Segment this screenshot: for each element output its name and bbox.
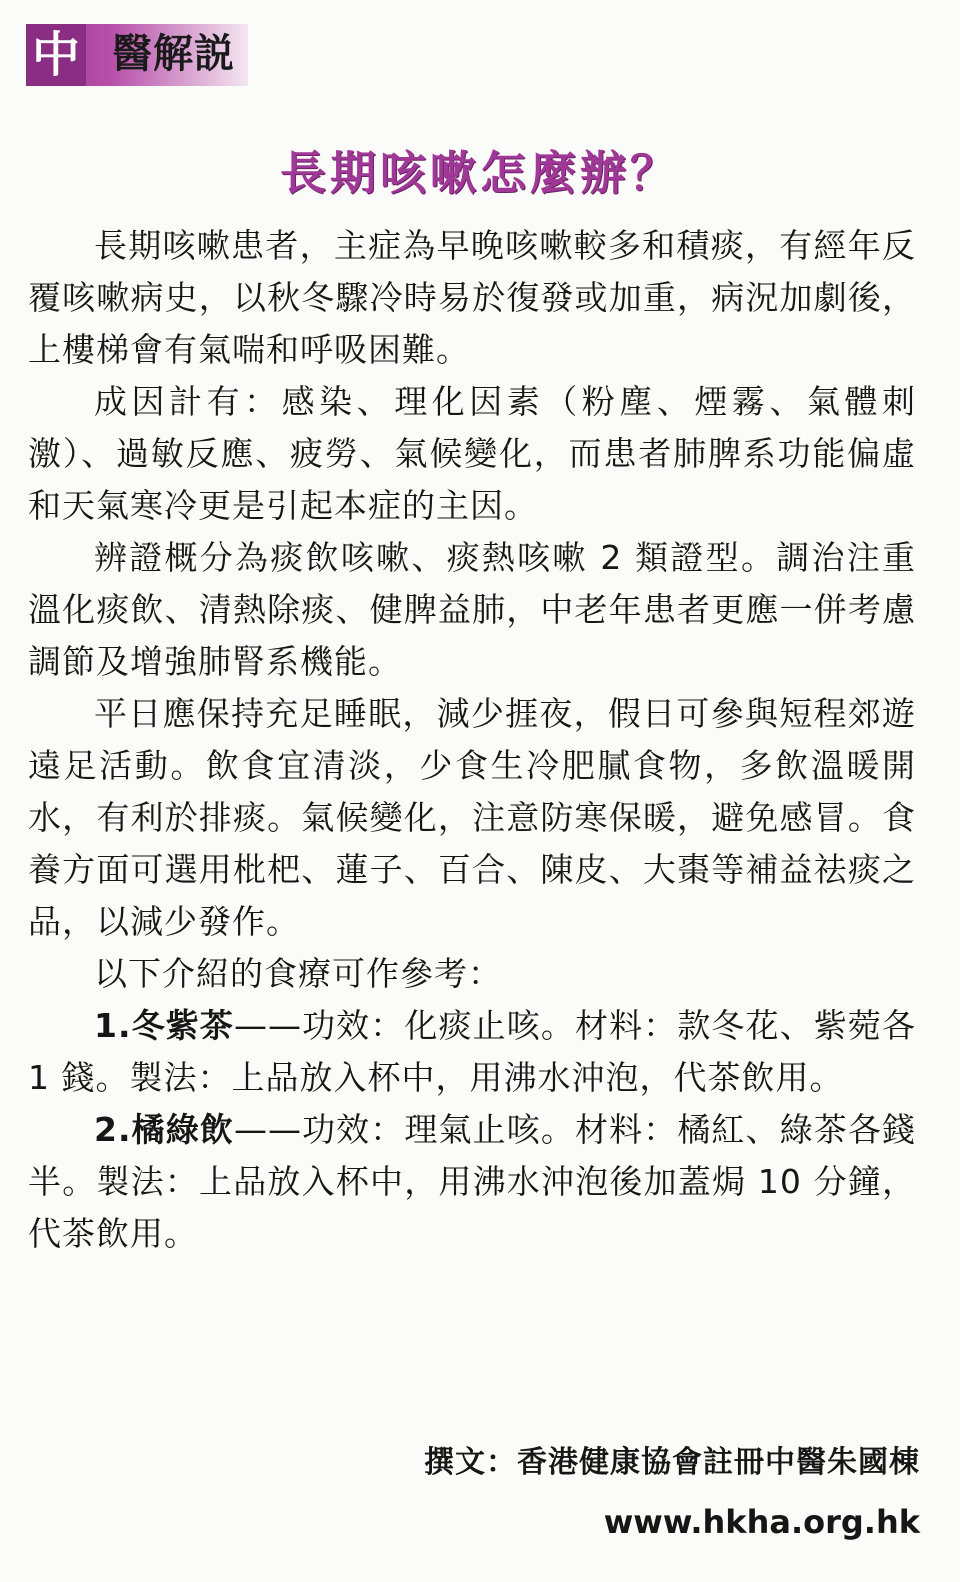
- paragraph-diagnosis: 辨證概分為痰飲咳嗽、痰熱咳嗽 2 類證型。調治注重溫化痰飲、清熱除痰、健脾益肺，中老年患者更應一併考慮調節及增強肺腎系機能。: [28, 538, 916, 681]
- paragraph-daily-care: 平日應保持充足睡眠，減少捱夜，假日可參與短程郊遊遠足活動。飲食宜清淡，少食生冷肥膩食物，多飲溫暖開水，有利於排痰。氣候變化，注意防寒保暖，避免感冒。食養方面可選用枇杷、蓮子、百合、陳皮、大棗等補益祛痰之品，以減少發作。: [28, 694, 916, 941]
- section-badge: [26, 24, 86, 86]
- recipe-name: 2.橘綠飲: [94, 1110, 234, 1149]
- article-title: 長期咳嗽怎麼辦？: [280, 146, 680, 200]
- author-byline: 撰文：香港健康協會註冊中醫朱國棟: [424, 1445, 920, 1480]
- recipe-text: ——功效：理氣止咳。材料：橘紅、綠茶各錢半。製法：上品放入杯中，用沸水沖泡後加蓋焗 10 分鐘，代茶飲用。: [28, 1110, 916, 1253]
- recipe-name: 1.冬紫茶: [94, 1006, 234, 1045]
- section-title: 醫解説: [112, 31, 235, 77]
- section-badge-char: 中: [31, 27, 80, 83]
- recipe-item: [28, 1000, 916, 1104]
- recipe-text: ——功效：化痰止咳。材料：款冬花、紫菀各 1 錢。製法：上品放入杯中，用沸水沖泡，代茶飲用。: [28, 1006, 916, 1097]
- website-url: www.hkha.org.hk: [603, 1503, 920, 1541]
- paragraph-symptoms: 長期咳嗽患者，主症為早晚咳嗽較多和積痰，有經年反覆咳嗽病史，以秋冬驟冷時易於復發或加重，病況加劇後，上樓梯會有氣喘和呼吸困難。: [28, 226, 916, 369]
- paragraph-recipes-intro: 以下介紹的食療可作參考：: [94, 954, 502, 993]
- recipe-item: [28, 1104, 916, 1260]
- paragraph-causes: 成因計有：感染、理化因素（粉塵、煙霧、氣體刺激）、過敏反應、疲勞、氣候變化，而患者肺脾系功能偏虛和天氣寒冷更是引起本症的主因。: [28, 382, 916, 525]
- section-header: [26, 24, 248, 86]
- article-body: [28, 220, 916, 1260]
